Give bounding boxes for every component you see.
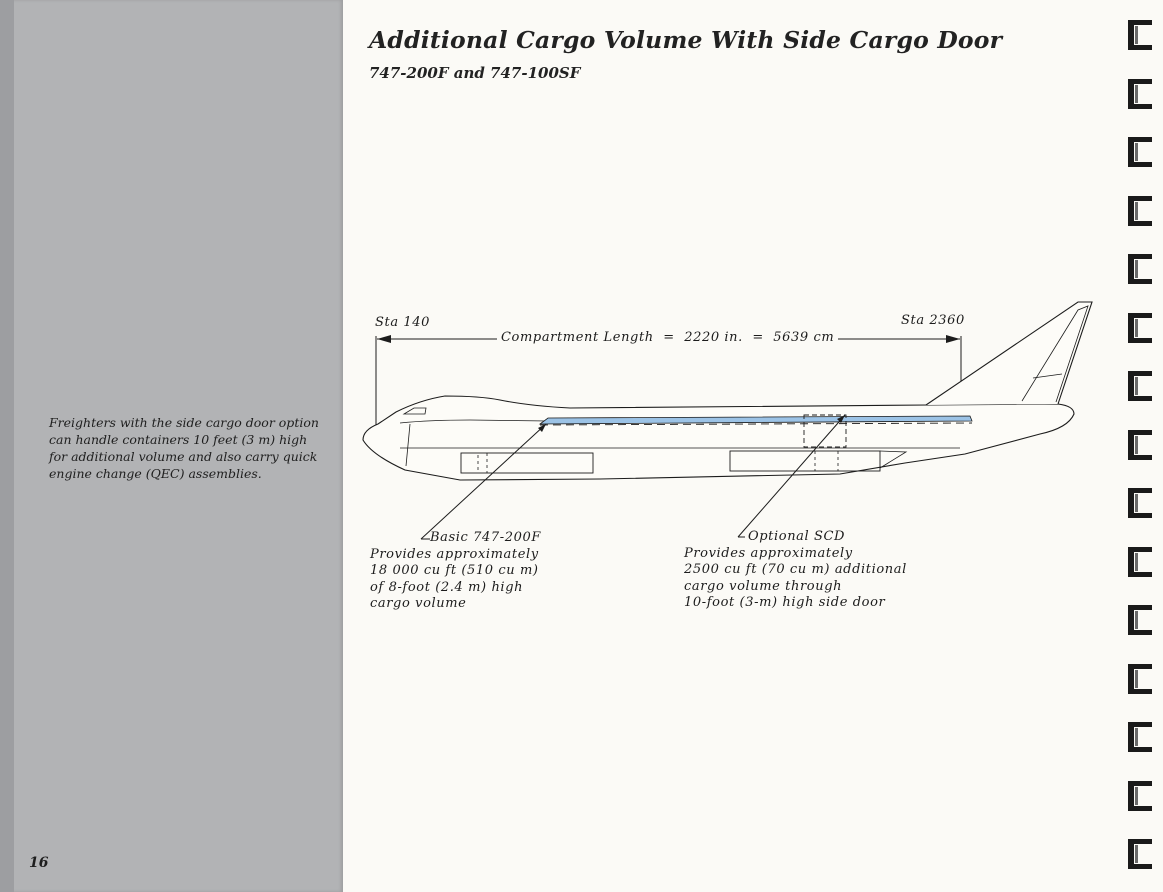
callout-basic-line: 18 000 cu ft (510 cu m)	[370, 563, 539, 578]
callout-scd-line: 2500 cu ft (70 cu m) additional	[684, 562, 907, 577]
binding-ring	[1126, 839, 1156, 869]
station-start-label: Sta 140	[375, 315, 431, 330]
binding-ring	[1126, 722, 1156, 752]
binding-ring	[1126, 196, 1156, 226]
binding-ring	[1126, 547, 1156, 577]
binding-ring	[1126, 20, 1156, 50]
fuselage-outline	[363, 396, 1074, 480]
binding-ring	[1126, 488, 1156, 518]
binding-ring	[1126, 371, 1156, 401]
binding-ring	[1126, 254, 1156, 284]
binding-ring	[1126, 430, 1156, 460]
callout-scd-line: cargo volume through	[684, 578, 843, 594]
callout-basic-line: of 8-foot (2.4 m) high	[370, 579, 524, 595]
page-title: Additional Cargo Volume With Side Cargo Door	[369, 26, 1003, 54]
binding-ring	[1126, 79, 1156, 109]
callout-basic-line: cargo volume	[370, 596, 467, 611]
page-number: 16	[29, 855, 49, 871]
callout-basic	[370, 530, 541, 613]
callout-scd-line: 10-foot (3-m) high side door	[684, 595, 886, 610]
dimension-arrow-left	[377, 335, 391, 343]
callout-scd-line: Provides approximately	[684, 545, 853, 561]
page-subtitle: 747-200F and 747-100SF	[369, 64, 581, 82]
callout-scd-heading: Optional SCD	[748, 529, 846, 544]
dimension-label: Compartment Length = 2220 in. = 5639 cm	[501, 330, 835, 345]
binding-ring	[1126, 664, 1156, 694]
binding-ring	[1126, 605, 1156, 635]
callout-scd	[684, 529, 907, 612]
sidebar-caption: Freighters with the side cargo door option can handle containers 10 feet (3 m) high for additional volume and also carry quick engine change (QEC) assemblies.	[49, 415, 319, 481]
callout-basic-heading: Basic 747-200F	[430, 530, 541, 545]
binding-ring	[1126, 313, 1156, 343]
station-end-label: Sta 2360	[901, 313, 965, 328]
binding-ring	[1126, 781, 1156, 811]
callout-basic-line: Provides approximately	[370, 546, 539, 562]
dimension-arrow-right	[946, 335, 960, 343]
binding-ring	[1126, 137, 1156, 167]
